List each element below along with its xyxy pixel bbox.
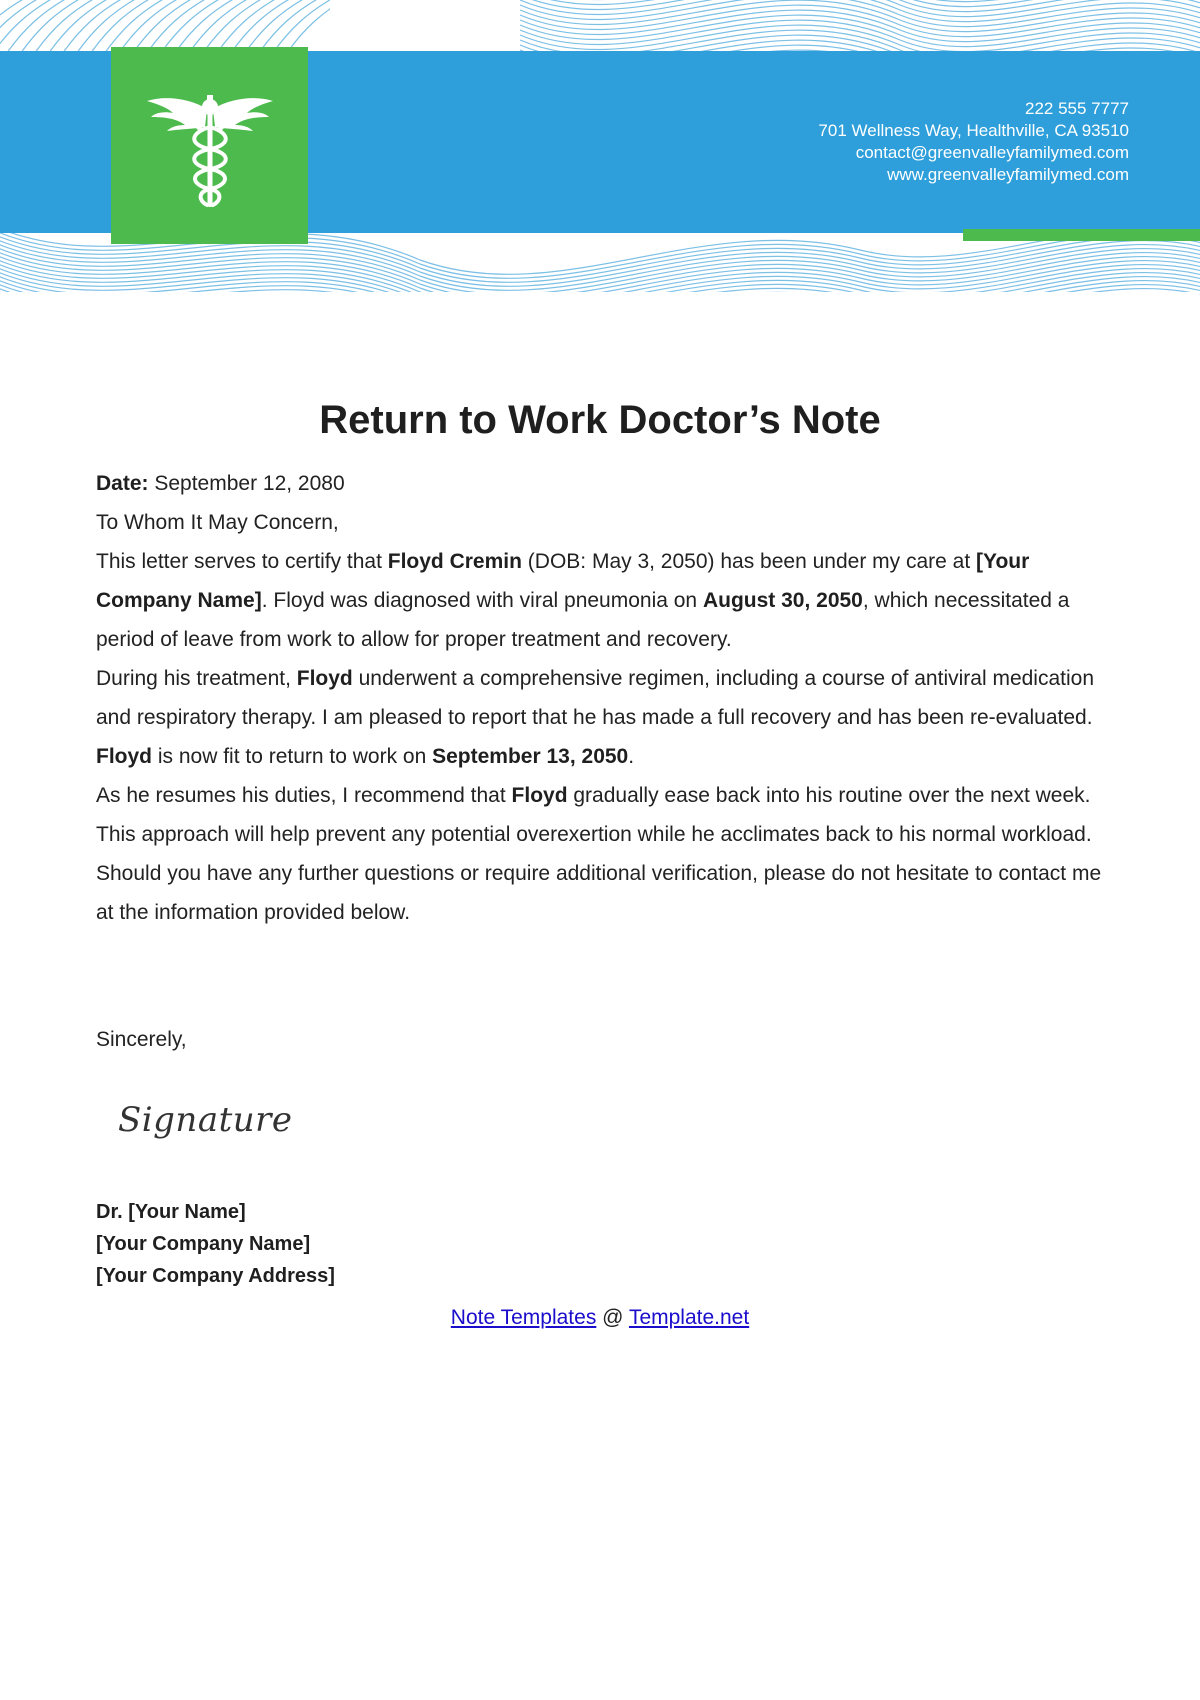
logo	[111, 47, 308, 244]
footer-separator: @	[596, 1306, 629, 1329]
patient-first-name: Floyd	[511, 784, 568, 807]
paragraph-2	[96, 659, 1106, 776]
footer	[0, 1306, 1200, 1330]
signature: Signature	[118, 1100, 293, 1140]
p1-text-2: (DOB: May 3, 2050) has been under my care at	[521, 550, 977, 573]
contact-phone: 222 555 7777	[1025, 99, 1129, 118]
p1-text-3: . Floyd was diagnosed with viral pneumonia on	[261, 589, 703, 612]
p3-text-1: As he resumes his duties, I recommend that	[96, 784, 512, 807]
signer-block	[96, 1196, 335, 1292]
patient-name: Floyd Cremin	[387, 550, 522, 573]
date-label: Date:	[96, 472, 149, 495]
accent-strip	[963, 229, 1200, 241]
signer-address: [Your Company Address]	[96, 1265, 335, 1287]
caduceus-icon	[111, 47, 308, 244]
p2-text-2: underwent a comprehensive regimen, including a course of antiviral medication and respiratory therapy. I am pleased to report that he has made a full recovery and has been re-evaluated.	[96, 667, 1094, 729]
template-net-link[interactable]: Template.net	[628, 1306, 750, 1329]
contact-block	[818, 98, 1129, 186]
letterhead	[0, 0, 1200, 300]
closing: Sincerely,	[96, 1028, 187, 1051]
p2-text-1: During his treatment,	[96, 667, 297, 690]
note-templates-link[interactable]: Note Templates	[450, 1306, 597, 1329]
page-title: Return to Work Doctor’s Note	[319, 398, 881, 442]
paragraph-4: Should you have any further questions or require additional verification, please do not hesitate to contact me at the information provided below.	[96, 862, 1102, 924]
salutation: To Whom It May Concern,	[96, 511, 339, 534]
p2-text-3: is now fit to return to work on	[152, 745, 433, 768]
signer-name: Dr. [Your Name]	[96, 1201, 246, 1223]
contact-email: contact@greenvalleyfamilymed.com	[855, 143, 1129, 162]
signer-company: [Your Company Name]	[96, 1233, 311, 1255]
paragraph-3	[96, 776, 1106, 854]
patient-first-name: Floyd	[296, 667, 353, 690]
p2-text-4: .	[628, 745, 635, 768]
company-name: [Your Company Name]	[96, 550, 1030, 612]
diagnosis-date: August 30, 2050	[702, 589, 863, 612]
letter-body	[96, 464, 1106, 932]
date-value: September 12, 2080	[148, 472, 345, 495]
p1-text-1: This letter serves to certify that	[96, 550, 388, 573]
paragraph-1	[96, 542, 1106, 659]
contact-website: www.greenvalleyfamilymed.com	[887, 165, 1129, 184]
contact-address: 701 Wellness Way, Healthville, CA 93510	[818, 121, 1129, 140]
p3-text-2: gradually ease back into his routine over the next week. This approach will help prevent any potential overexertion while he acclimates back to his normal workload.	[96, 784, 1092, 846]
p1-text-4: , which necessitated a period of leave from work to allow for proper treatment and recovery.	[96, 589, 1070, 651]
return-date: September 13, 2050	[432, 745, 629, 768]
patient-first-name: Floyd	[96, 745, 152, 768]
date-line	[96, 464, 1106, 503]
